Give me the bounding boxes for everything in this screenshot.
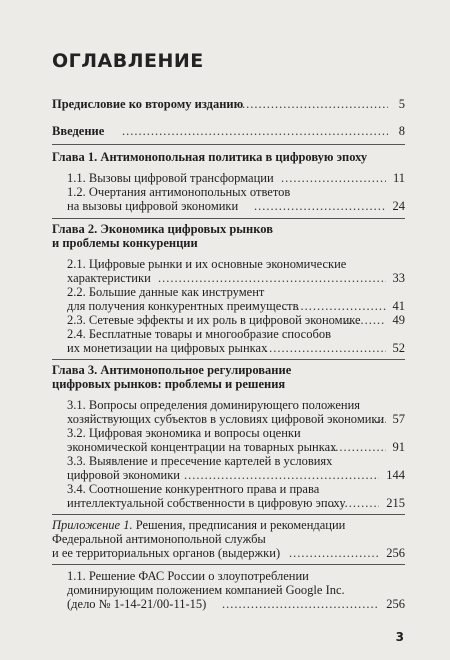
appendix-heading xyxy=(52,518,345,533)
dot-leader xyxy=(122,124,388,139)
dot-leader xyxy=(242,97,388,112)
dot-leader xyxy=(222,597,379,612)
toc-entry: 2.4. Бесплатные товары и многообразие способов xyxy=(67,327,331,341)
divider xyxy=(52,564,405,565)
dot-leader xyxy=(327,440,386,455)
toc-entry: 2.1. Цифровые рынки и их основные экономические xyxy=(67,257,347,271)
toc-entry-cont: на вызовы цифровой экономики xyxy=(67,199,239,213)
toc-entry-cont: (дело № 1-14-21/00-11-15) xyxy=(67,597,207,611)
toc-entry: 2.2. Большие данные как инструмент xyxy=(67,285,265,299)
divider xyxy=(52,514,405,515)
chapter-heading: Глава 2. Экономика цифровых рынков xyxy=(52,222,273,236)
dot-leader xyxy=(254,199,386,214)
chapter-heading: Глава 3. Антимонопольное регулирование xyxy=(52,363,292,377)
chapter-heading-cont: цифровых рынков: проблемы и решения xyxy=(52,377,286,391)
toc-entry: 3.3. Выявление и пресечение картелей в условиях xyxy=(67,454,333,468)
appendix-heading-cont: и ее территориальных органов (выдержки) xyxy=(52,546,281,560)
dot-leader xyxy=(284,299,386,314)
appendix-label: Приложение 1. xyxy=(52,518,133,532)
dot-leader xyxy=(324,496,379,511)
toc-entry: 3.1. Вопросы определения доминирующего положения xyxy=(67,398,361,412)
toc-entry: 1.1. Вызовы цифровой трансформации xyxy=(67,171,274,185)
toc-entry: 3.4. Соотношение конкурентного права и права xyxy=(67,482,320,496)
toc-entry: 1.2. Очертания антимонопольных ответов xyxy=(67,185,291,199)
page-ref: 91 xyxy=(392,440,405,454)
page-ref: 8 xyxy=(398,124,405,138)
toc-entry: 2.3. Сетевые эффекты и их роль в цифровой экономике xyxy=(67,313,361,327)
appendix-title: Решения, предписания и рекомендации xyxy=(132,518,346,532)
page-number: 3 xyxy=(395,630,404,644)
toc-entry-cont: интеллектуальной собственности в цифровую эпоху xyxy=(67,496,346,510)
page-ref: 49 xyxy=(392,313,405,327)
dot-leader xyxy=(289,546,379,561)
page-ref: 41 xyxy=(392,299,405,313)
divider xyxy=(52,218,405,219)
toc-entry-cont: для получения конкурентных преимуществ xyxy=(67,299,299,313)
toc-entry-cont: экономической концентрации на товарных рынках xyxy=(67,440,337,454)
chapter-heading-cont: и проблемы конкуренции xyxy=(52,236,198,250)
page-ref: 256 xyxy=(386,546,405,560)
toc-entry-preface: Предисловие ко второму изданию xyxy=(52,97,244,111)
toc-entry-cont: характеристики xyxy=(67,271,151,285)
page-title: ОГЛАВЛЕНИЕ xyxy=(52,50,204,72)
toc-entry: 3.2. Цифровая экономика и вопросы оценки xyxy=(67,426,301,440)
page-ref: 33 xyxy=(392,271,405,285)
page-ref: 5 xyxy=(398,97,405,111)
page-ref: 256 xyxy=(386,597,405,611)
page-ref: 215 xyxy=(386,496,405,510)
dot-leader xyxy=(158,271,386,286)
divider xyxy=(52,359,405,360)
toc-entry: 1.1. Решение ФАС России о злоупотреблении xyxy=(67,569,309,583)
toc-entry-cont: цифровой экономики xyxy=(67,468,180,482)
chapter-heading: Глава 1. Антимонопольная политика в цифровую эпоху xyxy=(52,150,368,164)
toc-entry-cont: хозяйствующих субъектов в условиях цифровой экономики xyxy=(67,412,385,426)
dot-leader xyxy=(281,171,386,186)
divider xyxy=(52,144,405,145)
dot-leader xyxy=(265,341,386,356)
dot-leader xyxy=(372,412,386,427)
toc-entry-cont: доминирующим положением компанией Google Inc. xyxy=(67,583,345,597)
appendix-heading-cont: Федеральной антимонопольной службы xyxy=(52,532,266,546)
dot-leader xyxy=(344,313,386,328)
page-ref: 144 xyxy=(386,468,405,482)
toc-entry-intro: Введение xyxy=(52,124,105,138)
page-ref: 52 xyxy=(392,341,405,355)
toc-entry-cont: их монетизации на цифровых рынках xyxy=(67,341,268,355)
page-ref: 24 xyxy=(392,199,405,213)
page-ref: 11 xyxy=(392,171,405,185)
page-ref: 57 xyxy=(392,412,405,426)
dot-leader xyxy=(184,468,379,483)
